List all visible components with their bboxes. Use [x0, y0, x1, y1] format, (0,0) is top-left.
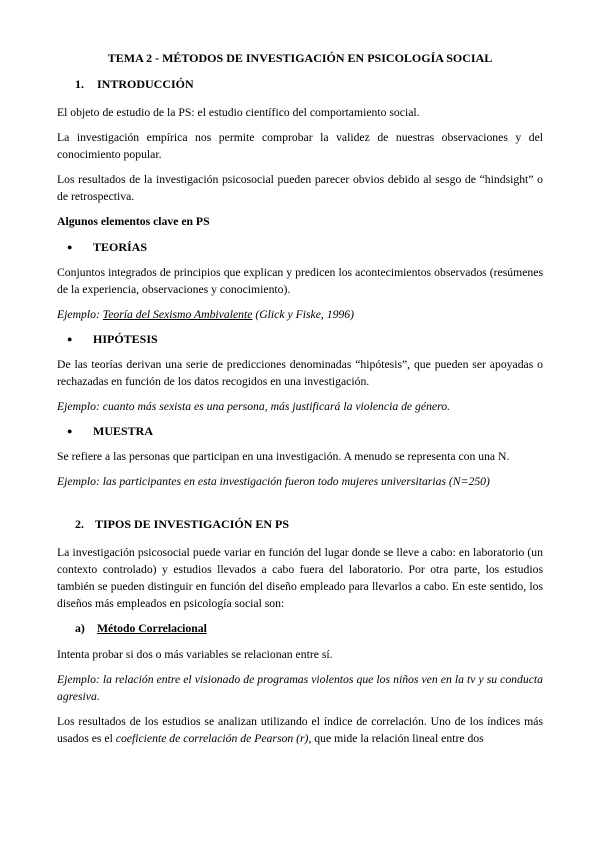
- muestra-text: Se refiere a las personas que participan en una investigación. A menudo se representa con una N.: [57, 450, 510, 463]
- correlational-paragraph-start: Los resultados de los estudios se analizan utilizando el índice de correlación. Uno de los índices más usados es el: [57, 715, 543, 745]
- bullet-hipotesis-label: HIPÓTESIS: [93, 332, 158, 346]
- bullet-muestra-label: MUESTRA: [93, 424, 154, 438]
- correlational-paragraph: [57, 713, 543, 747]
- section-1-title: INTRODUCCIÓN: [97, 77, 194, 91]
- pearson-term: coeficiente de correlación de Pearson (r): [115, 732, 309, 745]
- bullet-dot-icon: ●: [67, 334, 73, 344]
- hipotesis-text: De las teorías derivan una serie de predicciones denominadas “hipótesis”, que pueden ser apoyadas o rechazadas en función de los datos recogidos en una investigación.: [57, 358, 543, 388]
- intro-paragraph-3: Los resultados de la investigación psicosocial pueden parecer obvios debido al sesgo de “hindsight” o de retrospectiva.: [57, 173, 543, 203]
- section-1-heading: [57, 76, 543, 93]
- section-spacer: [57, 498, 543, 516]
- muestra-example: Ejemplo: las participantes en esta investigación fueron todo mujeres universitarias (N=250): [57, 475, 490, 488]
- document-page: [57, 50, 543, 755]
- bullet-teorias: [57, 239, 543, 256]
- teorias-example-suffix: (Glick y Fiske, 1996): [252, 308, 354, 321]
- item-a-number: a): [75, 622, 85, 635]
- teorias-text: Conjuntos integrados de principios que explican y predicen los acontecimientos observados (resúmenes de la experiencia, observaciones y conocimiento).: [57, 266, 543, 296]
- item-a-heading: [57, 620, 543, 637]
- section-2-heading: [57, 516, 543, 533]
- hipotesis-example: Ejemplo: cuanto más sexista es una persona, más justificará la violencia de género.: [57, 400, 450, 413]
- document-title: TEMA 2 - MÉTODOS DE INVESTIGACIÓN EN PSICOLOGÍA SOCIAL: [107, 51, 493, 65]
- section-2-paragraph: La investigación psicosocial puede variar en función del lugar donde se lleve a cabo: en laboratorio (un contexto controlado) y estudios llevados a cabo fuera del laboratorio. Por otra parte, los estudios también se pueden distinguir en función del diseño empleado para llevarlos a cabo. En este sentido, los diseños más empleados en psicología social son:: [57, 546, 543, 610]
- bullet-dot-icon: ●: [67, 426, 73, 436]
- teorias-example-prefix: Ejemplo:: [57, 308, 103, 321]
- teorias-example-link[interactable]: Teoría del Sexismo Ambivalente: [102, 308, 253, 321]
- item-a-title: Método Correlacional: [97, 622, 207, 635]
- section-2-number: 2.: [75, 517, 84, 531]
- section-2-title: TIPOS DE INVESTIGACIÓN EN PS: [95, 517, 290, 531]
- bullet-hipotesis: [57, 331, 543, 348]
- teorias-example: [57, 306, 543, 323]
- intro-paragraph-1: El objeto de estudio de la PS: el estudio científico del comportamiento social.: [57, 106, 420, 119]
- correlational-paragraph-end: , que mide la relación lineal entre dos: [308, 732, 484, 745]
- correlational-text: Intenta probar si dos o más variables se relacionan entre sí.: [57, 648, 333, 661]
- bullet-muestra: [57, 423, 543, 440]
- bullet-teorias-label: TEORÍAS: [93, 240, 148, 254]
- correlational-example: Ejemplo: la relación entre el visionado de programas violentos que los niños ven en la tv y su conducta agresiva.: [57, 673, 543, 703]
- intro-paragraph-2: La investigación empírica nos permite comprobar la validez de nuestras observaciones y del conocimiento popular.: [57, 131, 543, 161]
- section-1-number: 1.: [75, 77, 84, 91]
- bullet-dot-icon: ●: [67, 242, 73, 252]
- key-elements-heading: Algunos elementos clave en PS: [57, 215, 210, 228]
